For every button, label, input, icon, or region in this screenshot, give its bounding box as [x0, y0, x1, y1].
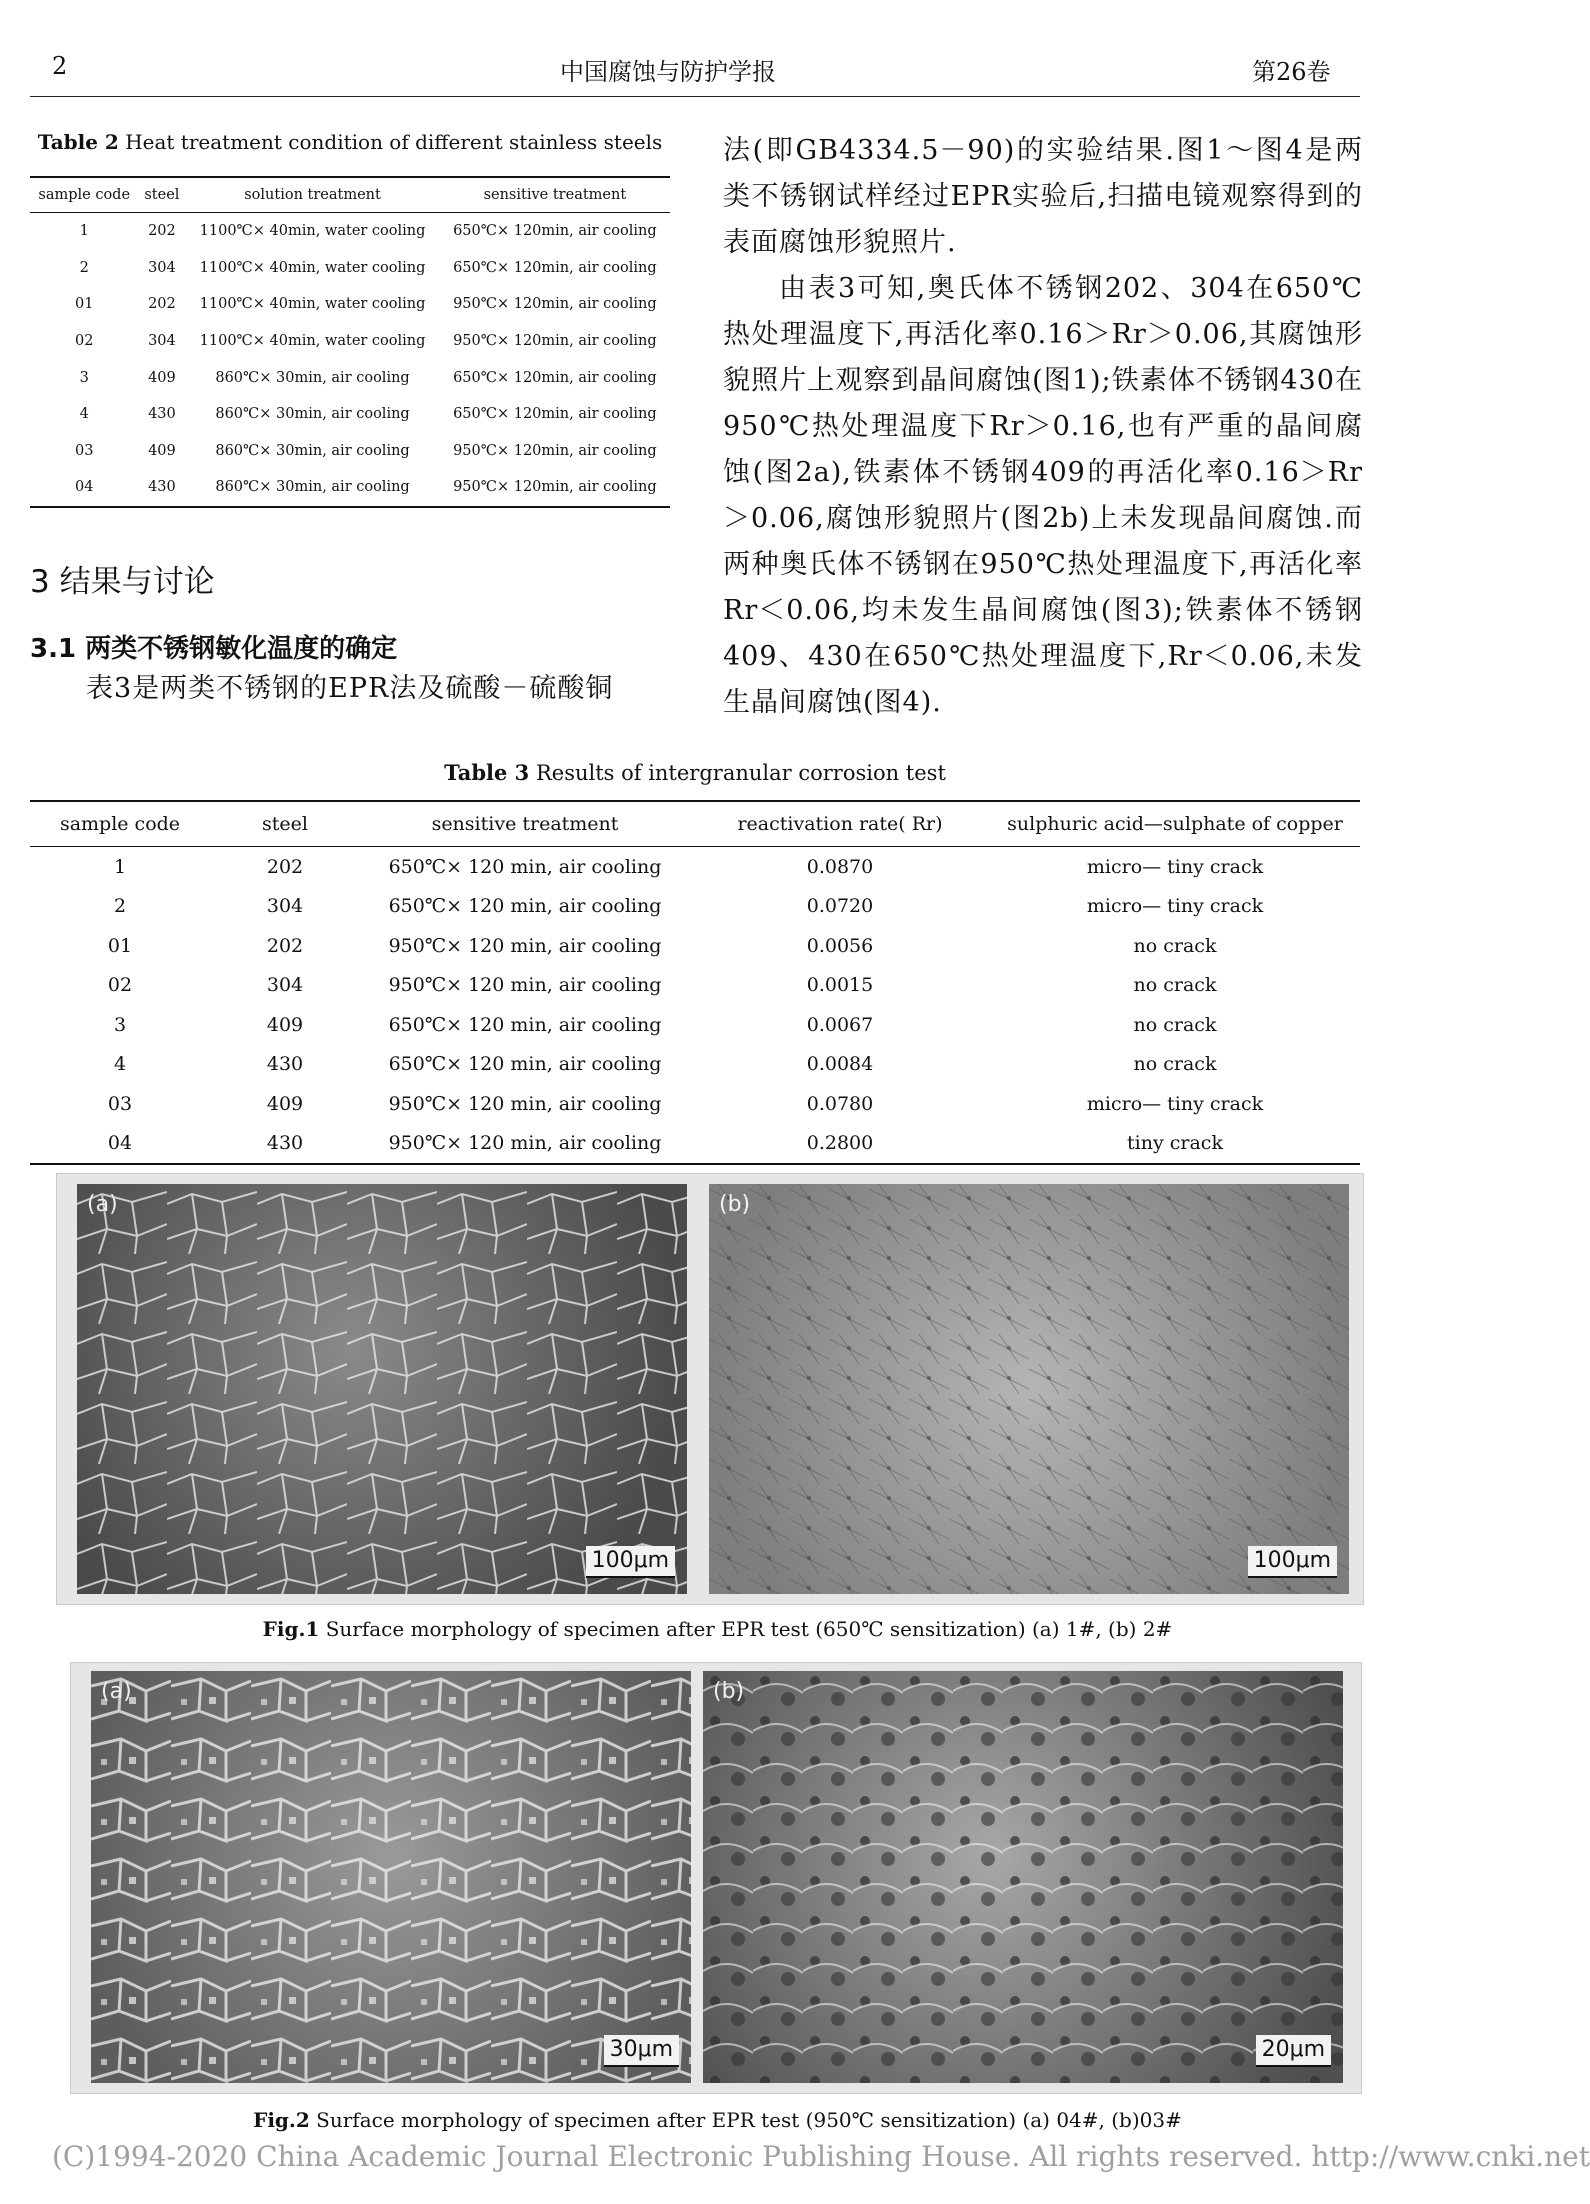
table-row	[30, 213, 670, 250]
table-row	[30, 323, 670, 360]
table-cell: 202	[266, 855, 304, 878]
table3-title	[30, 760, 1360, 785]
table-cell: 0.0056	[806, 934, 874, 957]
figure-2a-image	[91, 1671, 691, 2083]
table-cell: 430	[148, 406, 176, 423]
subsection-heading: 3.1 两类不锈钢敏化温度的确定	[30, 634, 398, 664]
table-cell: 1100℃× 40min, water cooling	[199, 259, 426, 276]
table-cell: 304	[266, 895, 304, 918]
figure-2b-image	[703, 1671, 1343, 2083]
table-cell: 03	[75, 442, 94, 459]
table-cell: 1100℃× 40min, water cooling	[199, 333, 426, 350]
figure-1b-scale-bar: 100μm	[1248, 1546, 1337, 1578]
table-cell: no crack	[1133, 934, 1217, 957]
table-cell: 950℃× 120 min, air cooling	[388, 974, 662, 997]
volume-label: 第26卷	[1252, 58, 1331, 86]
right-column	[723, 128, 1363, 726]
table3-header: reactivation rate( Rr)	[737, 813, 943, 835]
table-cell: 950℃× 120 min, air cooling	[388, 1092, 662, 1115]
table-cell: 0.0015	[806, 974, 874, 997]
table-cell: 0.0870	[806, 855, 874, 878]
table-cell: 02	[107, 974, 133, 997]
table3-header: sensitive treatment	[431, 813, 619, 835]
table-cell: 860℃× 30min, air cooling	[215, 406, 410, 423]
figure-1a-image	[77, 1184, 687, 1594]
table-cell: 650℃× 120min, air cooling	[453, 369, 657, 386]
table-cell: 860℃× 30min, air cooling	[215, 369, 410, 386]
table-row	[30, 966, 1360, 1006]
table-cell: 950℃× 120min, air cooling	[453, 479, 657, 496]
table-cell: 3	[113, 1013, 127, 1036]
table2-header: sample code	[38, 187, 131, 203]
table-cell: 650℃× 120min, air cooling	[453, 223, 657, 240]
table-cell: 650℃× 120min, air cooling	[453, 406, 657, 423]
table-cell: 0.2800	[806, 1132, 874, 1155]
header-rule	[30, 96, 1360, 97]
figure-2-caption	[0, 2108, 1435, 2132]
figure-2-caption-text: Surface morphology of specimen after EPR test (950℃ sensitization) (a) 04#, (b)03#	[316, 2108, 1182, 2132]
table-cell: 650℃× 120min, air cooling	[453, 259, 657, 276]
table-cell: 04	[75, 479, 94, 496]
table-row	[30, 250, 670, 287]
table-cell: tiny crack	[1127, 1132, 1223, 1155]
figure-2-caption-label: Fig.2	[253, 2108, 310, 2132]
table-cell: 202	[148, 223, 176, 240]
table-cell: 409	[148, 442, 176, 459]
table2-title	[30, 130, 670, 154]
table-cell: micro— tiny crack	[1086, 1092, 1264, 1115]
table-cell: 2	[79, 259, 89, 276]
table-cell: 2	[113, 895, 127, 918]
figure-1-caption	[0, 1617, 1435, 1641]
table-cell: 430	[266, 1053, 304, 1076]
table-cell: 430	[266, 1132, 304, 1155]
table-cell: 650℃× 120 min, air cooling	[388, 895, 662, 918]
table3	[30, 800, 1360, 1165]
table-cell: 860℃× 30min, air cooling	[215, 442, 410, 459]
footer-watermark: (C)1994-2020 China Academic Journal Electronic Publishing House. All rights reserved. http://www.cnki.net	[52, 2140, 1590, 2173]
table-cell: 3	[79, 369, 89, 386]
table-row	[30, 433, 670, 470]
table-cell: 409	[266, 1092, 304, 1115]
table-row	[30, 1084, 1360, 1124]
table-cell: 409	[266, 1013, 304, 1036]
table-cell: 0.0780	[806, 1092, 874, 1115]
page-number: 2	[52, 52, 68, 80]
table-cell: 202	[266, 934, 304, 957]
table2-title-text: Heat treatment condition of different stainless steels	[125, 130, 663, 154]
journal-title: 中国腐蚀与防护学报	[560, 58, 776, 86]
table-row	[30, 359, 670, 396]
table2-header: sensitive treatment	[483, 187, 627, 203]
table-cell: 0.0720	[806, 895, 874, 918]
table-cell: no crack	[1133, 1053, 1217, 1076]
right-paragraph-2: 由表3可知,奥氏体不锈钢202、304在650℃热处理温度下,再活化率0.16＞Rr＞0.06,其腐蚀形貌照片上观察到晶间腐蚀(图1);铁素体不锈钢430在950℃热处理温度下Rr＞0.16,也有严重的晶间腐蚀(图2a),铁素体不锈钢409的再活化率0.16＞Rr＞0.06,腐蚀形貌照片(图2b)上未发现晶间腐蚀.而两种奥氏体不锈钢在950℃热处理温度下,再活化率Rr＜0.06,均未发生晶间腐蚀(图3);铁素体不锈钢409、430在650℃热处理温度下,Rr＜0.06,未发生晶间腐蚀(图4).	[723, 273, 1363, 718]
table-cell: 409	[148, 369, 176, 386]
figure-1a-label: (a)	[87, 1192, 118, 1217]
table-cell: 304	[148, 333, 176, 350]
table-cell: 1100℃× 40min, water cooling	[199, 223, 426, 240]
left-paragraph: 表3是两类不锈钢的EPR法及硫酸－硫酸铜	[86, 673, 614, 704]
table-cell: 650℃× 120 min, air cooling	[388, 1053, 662, 1076]
table-row	[30, 1045, 1360, 1085]
table-cell: 304	[148, 259, 176, 276]
right-paragraph-1: 法(即GB4334.5－90)的实验结果.图1～图4是两类不锈钢试样经过EPR实验后,扫描电镜观察得到的表面腐蚀形貌照片.	[723, 135, 1363, 258]
table2-header: steel	[144, 187, 180, 203]
table-cell: no crack	[1133, 974, 1217, 997]
table-cell: 202	[148, 296, 176, 313]
table-cell: 1100℃× 40min, water cooling	[199, 296, 426, 313]
table-cell: 04	[107, 1132, 133, 1155]
table2-title-label: Table 2	[37, 130, 119, 154]
table-cell: 01	[107, 934, 133, 957]
table-cell: 1	[113, 855, 127, 878]
table2	[30, 176, 670, 508]
table-cell: 950℃× 120min, air cooling	[453, 333, 657, 350]
figure-2	[70, 1662, 1362, 2094]
table2-header: solution treatment	[244, 187, 381, 203]
table-row	[30, 469, 670, 507]
table-cell: 860℃× 30min, air cooling	[215, 479, 410, 496]
table-cell: 0.0067	[806, 1013, 874, 1036]
figure-1-caption-label: Fig.1	[262, 1617, 320, 1641]
table-row	[30, 1005, 1360, 1045]
figure-2a-label: (a)	[101, 1679, 132, 1704]
table-cell: 950℃× 120 min, air cooling	[388, 1132, 662, 1155]
table-cell: 4	[79, 406, 89, 423]
table-cell: 03	[107, 1092, 133, 1115]
figure-1a-scale-bar: 100μm	[586, 1546, 675, 1578]
table3-header: steel	[262, 813, 308, 835]
table-row	[30, 1124, 1360, 1165]
table-cell: micro— tiny crack	[1086, 855, 1264, 878]
figure-1b-image	[709, 1184, 1349, 1594]
table-cell: 1	[79, 223, 89, 240]
table3-title-label: Table 3	[444, 760, 530, 785]
table-row	[30, 396, 670, 433]
table3-title-text: Results of intergranular corrosion test	[535, 761, 946, 785]
table3-header: sulphuric acid—sulphate of copper	[1007, 813, 1343, 835]
table-cell: 650℃× 120 min, air cooling	[388, 1013, 662, 1036]
table-cell: 02	[75, 333, 94, 350]
figure-1-caption-text: Surface morphology of specimen after EPR test (650℃ sensitization) (a) 1#, (b) 2#	[325, 1617, 1173, 1641]
figure-2b-scale-bar: 20μm	[1256, 2035, 1331, 2067]
table-row	[30, 286, 670, 323]
figure-1	[56, 1173, 1364, 1605]
table-cell: 430	[148, 479, 176, 496]
table-cell: 950℃× 120min, air cooling	[453, 296, 657, 313]
table3-header: sample code	[59, 813, 181, 835]
table-cell: 650℃× 120 min, air cooling	[388, 855, 662, 878]
figure-1b-label: (b)	[719, 1192, 751, 1217]
section-heading: 3 结果与讨论	[30, 564, 215, 600]
table-cell: 304	[266, 974, 304, 997]
table-cell: no crack	[1133, 1013, 1217, 1036]
table-cell: micro— tiny crack	[1086, 895, 1264, 918]
table-cell: 950℃× 120 min, air cooling	[388, 934, 662, 957]
figure-2a-scale-bar: 30μm	[604, 2035, 679, 2067]
table-cell: 0.0084	[806, 1053, 874, 1076]
table-cell: 950℃× 120min, air cooling	[453, 442, 657, 459]
table-cell: 4	[113, 1053, 127, 1076]
table-row	[30, 887, 1360, 927]
figure-2b-label: (b)	[713, 1679, 745, 1704]
table-row	[30, 847, 1360, 887]
table-row	[30, 926, 1360, 966]
table-cell: 01	[75, 296, 94, 313]
